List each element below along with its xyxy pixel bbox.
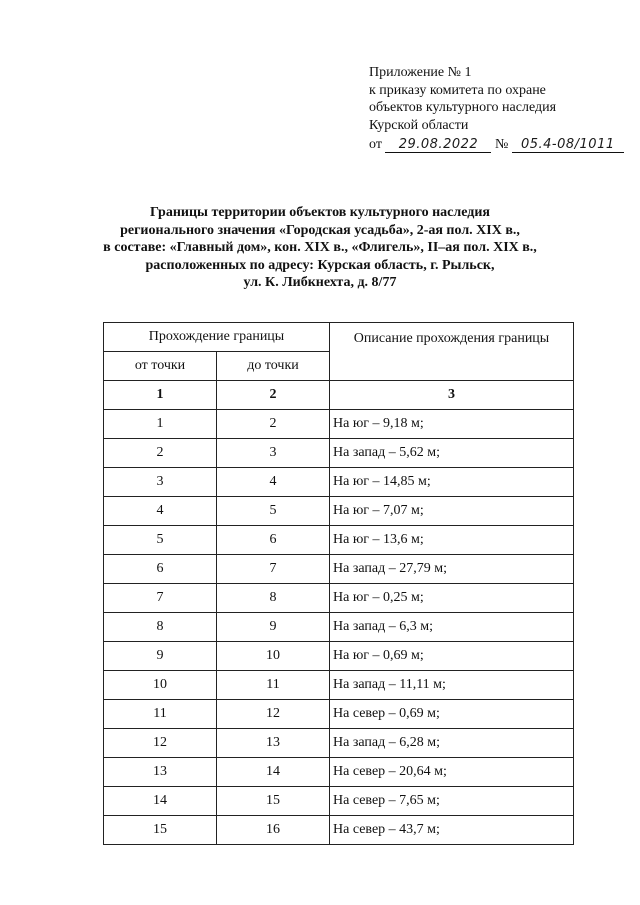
description-cell: На юг – 0,69 м;: [330, 642, 574, 671]
to-point-cell: 5: [217, 497, 330, 526]
title-line: расположенных по адресу: Курская область, г. Рыльск,: [145, 257, 495, 273]
column-number: 3: [330, 381, 574, 410]
description-cell: На юг – 13,6 м;: [330, 526, 574, 555]
number-label: №: [494, 137, 509, 152]
from-point-cell: 1: [104, 410, 217, 439]
description-cell: На север – 43,7 м;: [330, 816, 574, 845]
from-point-cell: 9: [104, 642, 217, 671]
description-cell: На север – 0,69 м;: [330, 700, 574, 729]
table-row: [104, 555, 574, 584]
appendix-number: Приложение № 1: [369, 65, 472, 80]
column-number: 2: [217, 381, 330, 410]
header-to-point: до точки: [217, 352, 330, 381]
from-point-cell: 2: [104, 439, 217, 468]
from-point-cell: 6: [104, 555, 217, 584]
from-point-cell: 13: [104, 758, 217, 787]
table-row: [104, 410, 574, 439]
from-point-cell: 4: [104, 497, 217, 526]
table-row: [104, 671, 574, 700]
table-row: [104, 613, 574, 642]
header-boundary-pass: Прохождение границы: [104, 323, 330, 352]
table-row: [104, 758, 574, 787]
description-cell: На север – 7,65 м;: [330, 787, 574, 816]
header-from-point: от точки: [104, 352, 217, 381]
order-number: 05.4-08/1011: [512, 137, 624, 153]
description-cell: На юг – 9,18 м;: [330, 410, 574, 439]
appendix-order-ref: к приказу комитета по охране: [369, 82, 546, 98]
to-point-cell: 4: [217, 468, 330, 497]
to-point-cell: 6: [217, 526, 330, 555]
description-cell: На запад – 27,79 м;: [330, 555, 574, 584]
table-row: [104, 584, 574, 613]
to-point-cell: 12: [217, 700, 330, 729]
from-point-cell: 7: [104, 584, 217, 613]
from-point-cell: 12: [104, 729, 217, 758]
to-point-cell: 9: [217, 613, 330, 642]
boundary-table: [103, 322, 574, 845]
table-row: [104, 526, 574, 555]
from-point-cell: 8: [104, 613, 217, 642]
description-cell: На запад – 5,62 м;: [330, 439, 574, 468]
table-row: [104, 729, 574, 758]
title-line: Границы территории объектов культурного наследия: [150, 205, 490, 220]
from-point-cell: 3: [104, 468, 217, 497]
to-point-cell: 11: [217, 671, 330, 700]
from-point-cell: 10: [104, 671, 217, 700]
to-point-cell: 2: [217, 410, 330, 439]
table-row: [104, 439, 574, 468]
table-row: [104, 468, 574, 497]
title-line: ул. К. Либкнехта, д. 8/77: [243, 275, 397, 291]
from-point-cell: 15: [104, 816, 217, 845]
description-cell: На запад – 11,11 м;: [330, 671, 574, 700]
to-point-cell: 8: [217, 584, 330, 613]
to-point-cell: 16: [217, 816, 330, 845]
column-number: 1: [104, 381, 217, 410]
from-point-cell: 14: [104, 787, 217, 816]
to-point-cell: 10: [217, 642, 330, 671]
table-row: [104, 497, 574, 526]
order-date-number-row: [369, 136, 629, 154]
to-point-cell: 13: [217, 729, 330, 758]
title-line: регионального значения «Городская усадьба», 2-ая пол. XIX в.,: [120, 222, 520, 238]
appendix-block: [369, 64, 629, 154]
order-date: 29.08.2022: [385, 137, 491, 153]
from-point-cell: 11: [104, 700, 217, 729]
from-label: от: [369, 137, 382, 152]
to-point-cell: 3: [217, 439, 330, 468]
to-point-cell: 7: [217, 555, 330, 584]
title-line: в составе: «Главный дом», кон. XIX в., «Флигель», II–ая пол. XIX в.,: [103, 240, 537, 256]
description-cell: На север – 20,64 м;: [330, 758, 574, 787]
description-cell: На запад – 6,3 м;: [330, 613, 574, 642]
to-point-cell: 14: [217, 758, 330, 787]
description-cell: На запад – 6,28 м;: [330, 729, 574, 758]
header-description: Описание прохождения границы: [330, 323, 574, 381]
to-point-cell: 15: [217, 787, 330, 816]
table-row: [104, 700, 574, 729]
document-title: [70, 204, 570, 292]
table-row: [104, 642, 574, 671]
table-row: [104, 787, 574, 816]
description-cell: На юг – 14,85 м;: [330, 468, 574, 497]
description-cell: На юг – 0,25 м;: [330, 584, 574, 613]
appendix-committee: объектов культурного наследия: [369, 100, 557, 115]
description-cell: На юг – 7,07 м;: [330, 497, 574, 526]
from-point-cell: 5: [104, 526, 217, 555]
table-row: [104, 816, 574, 845]
appendix-region: Курской области: [369, 117, 469, 133]
